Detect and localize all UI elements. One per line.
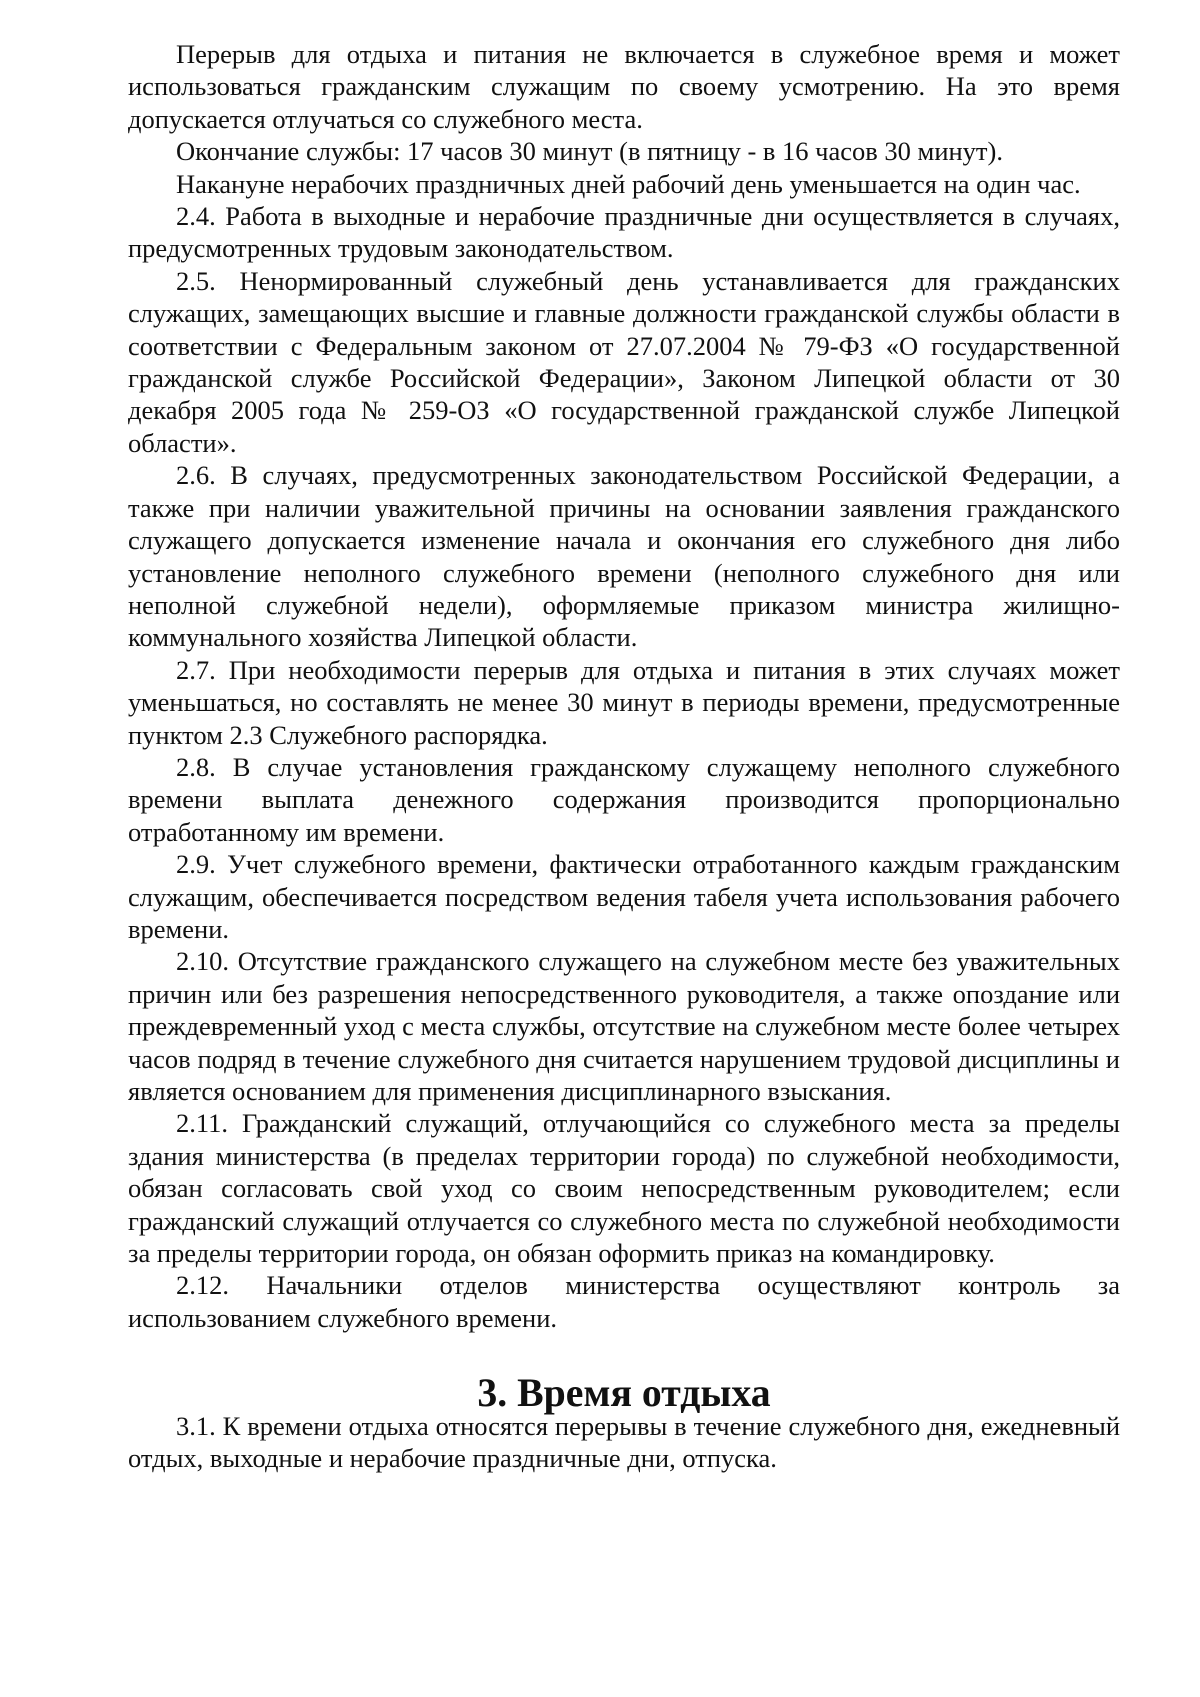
paragraph-pre-holiday: Накануне нерабочих праздничных дней рабочий день уменьшается на один час. [176, 168, 1081, 199]
paragraph-2-6: 2.6. В случаях, предусмотренных законодательством Российской Федерации, а также при наличии уважительной причины на основании заявления гражданского служащего допускается изменение начала и окончания его служебного дня либо установление неполного служебного времени (неполного служебного дня или неполной служебной недели), оформляемые приказом министра жилищно-коммунального хозяйства Липецкой области. [128, 460, 1120, 653]
paragraph-2-12: 2.12. Начальники отделов министерства осуществляют контроль за использованием служебного времени. [128, 1270, 1120, 1333]
paragraph-2-4: 2.4. Работа в выходные и нерабочие праздничные дни осуществляется в случаях, предусмотренных трудовым законодательством. [128, 201, 1120, 264]
paragraph-end-of-service: Окончание службы: 17 часов 30 минут (в пятницу - в 16 часов 30 минут). [176, 136, 1003, 167]
document-page [128, 38, 1120, 1474]
paragraph-lunch-break: Перерыв для отдыха и питания не включается в служебное время и может использоваться гражданским служащим по своему усмотрению. На это время допускается отлучаться со служебного места. [128, 39, 1120, 134]
paragraph-2-5: 2.5. Ненормированный служебный день устанавливается для гражданских служащих, замещающих высшие и главные должности гражданской службы области в соответствии с Федеральным законом от 27.07.2004 № 79-ФЗ «О государственной гражданской службе Российской Федерации», Законом Липецкой области от 30 декабря 2005 года № 259-ОЗ «О государственной гражданской службе Липецкой области». [128, 265, 1120, 458]
paragraph-3-1: 3.1. К времени отдыха относятся перерывы в течение служебного дня, ежедневный отдых, выходные и нерабочие праздничные дни, отпуска. [128, 1410, 1120, 1474]
section-heading-rest-time: 3. Время отдыха [477, 1371, 771, 1416]
paragraph-2-9: 2.9. Учет служебного времени, фактически отработанного каждым гражданским служащим, обеспечивается посредством ведения табеля учета использования рабочего времени. [128, 849, 1120, 944]
paragraph-2-10: 2.10. Отсутствие гражданского служащего на служебном месте без уважительных причин или без разрешения непосредственного руководителя, а также опоздание или преждевременный уход с места службы, отсутствие на служебном месте более четырех часов подряд в течение служебного дня считается нарушением трудовой дисциплины и является основанием для применения дисциплинарного взыскания. [128, 946, 1120, 1106]
paragraph-2-11: 2.11. Гражданский служащий, отлучающийся со служебного места за пределы здания министерства (в пределах территории города) по служебной необходимости, обязан согласовать свой уход со своим непосредственным руководителем; если гражданский служащий отлучается со служебного места по служебной необходимости за пределы территории города, он обязан оформить приказ на командировку. [128, 1108, 1120, 1269]
paragraph-2-8: 2.8. В случае установления гражданскому служащему неполного служебного времени выплата денежного содержания производится пропорционально отработанному им времени. [128, 751, 1120, 847]
paragraph-2-7: 2.7. При необходимости перерыв для отдыха и питания в этих случаях может уменьшаться, но составлять не менее 30 минут в периоды времени, предусмотренные пунктом 2.3 Служебного распорядка. [128, 654, 1120, 750]
